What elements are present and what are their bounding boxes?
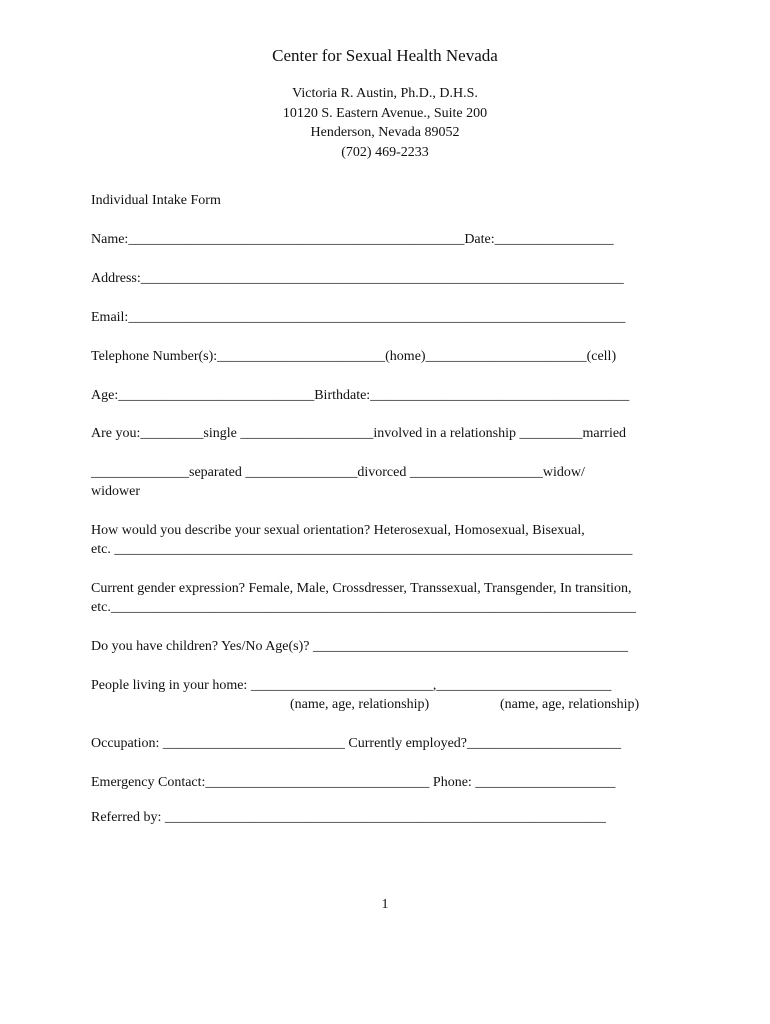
page-number: 1 [381, 897, 389, 912]
name-date-field[interactable]: Name:________________________________________________Date:_________________ [91, 232, 614, 247]
people-sub-caption-2: (name, age, relationship) [500, 697, 640, 712]
emergency-contact-field[interactable]: Emergency Contact:________________________________ Phone: ____________________ [91, 775, 616, 790]
children-field[interactable]: Do you have children? Yes/No Age(s)? _____________________________________________ [91, 639, 629, 654]
gender-question: Current gender expression? Female, Male, Crossdresser, Transsexual, Transgender, In transition, [91, 581, 632, 596]
email-field[interactable]: Email:_______________________________________________________________________ [91, 310, 626, 325]
occupation-field[interactable]: Occupation: __________________________ Currently employed?______________________ [91, 736, 621, 751]
address-field[interactable]: Address:_____________________________________________________________________ [91, 271, 624, 286]
clinic-address-block [0, 84, 770, 162]
referred-by-field[interactable]: Referred by: _______________________________________________________________ [91, 810, 606, 825]
orientation-field[interactable]: etc. __________________________________________________________________________ [91, 542, 633, 557]
gender-field[interactable]: etc.___________________________________________________________________________ [91, 600, 636, 615]
people-sub-caption-1: (name, age, relationship) [290, 697, 430, 712]
provider-name: Victoria R. Austin, Ph.D., D.H.S. [292, 86, 478, 101]
street-address: 10120 S. Eastern Avenue., Suite 200 [282, 105, 488, 121]
people-living-field[interactable]: People living in your home: __________________________,_________________________ [91, 678, 612, 693]
telephone-field[interactable]: Telephone Number(s):________________________(home)_______________________(cell) [91, 349, 617, 364]
phone-number: (702) 469-2233 [341, 144, 429, 160]
form-heading: Individual Intake Form [91, 193, 221, 208]
clinic-title: Center for Sexual Health Nevada [272, 46, 498, 65]
city-state-zip: Henderson, Nevada 89052 [310, 125, 460, 140]
relationship-status-widower: widower [91, 484, 140, 499]
age-birthdate-field[interactable]: Age:____________________________Birthdate:_____________________________________ [91, 388, 630, 403]
orientation-question: How would you describe your sexual orientation? Heterosexual, Homosexual, Bisexual, [91, 523, 585, 538]
relationship-status-field[interactable]: Are you:_________single ___________________involved in a relationship _________married [91, 426, 627, 441]
relationship-status-field-2[interactable]: ______________separated ________________divorced ___________________widow/ [91, 465, 585, 480]
